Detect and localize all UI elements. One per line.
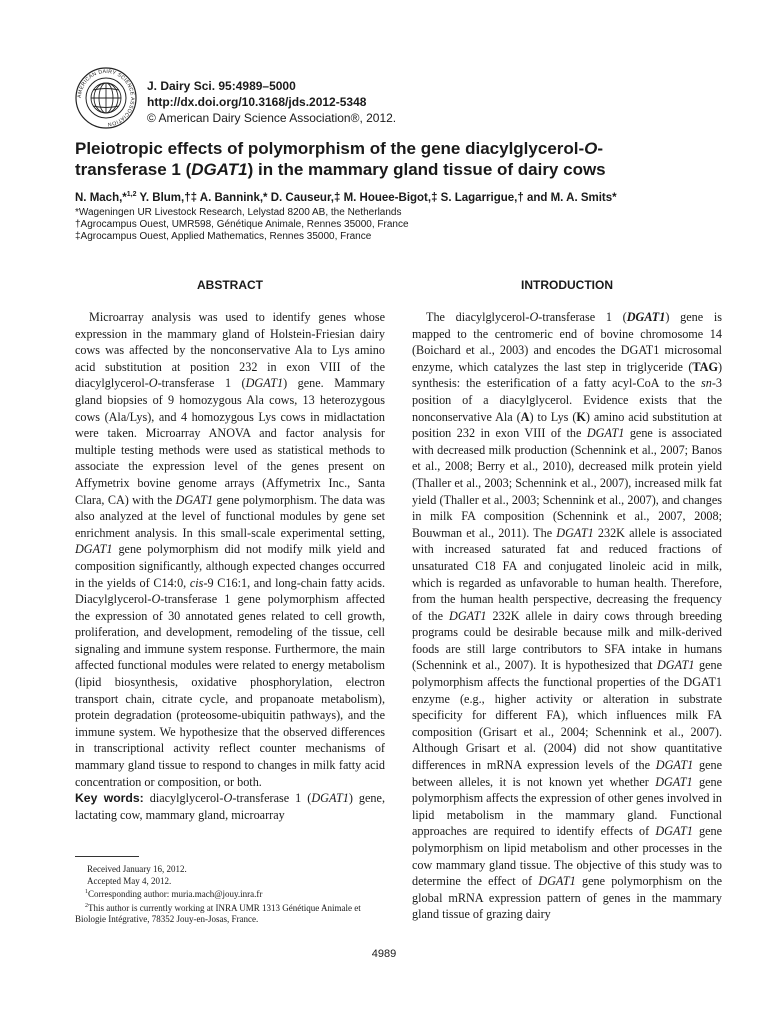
footnotes [75,864,385,926]
affiliation-1: *Wageningen UR Livestock Research, Lelystad 8200 AB, the Netherlands [75,207,402,218]
logo-ring-text: AMERICAN DAIRY SCIENCE ASSOCIATION [76,68,136,128]
affiliations [75,207,715,243]
article-title [75,138,715,180]
keywords: Key words: diacylglycerol-O-transferase 1 (DGAT1) gene, lactating cow, mammary gland, microarray [75,791,385,822]
introduction-heading: INTRODUCTION [521,278,613,292]
affiliation-2: †Agrocampus Ouest, UMR598, Génétique Animale, Rennes 35000, France [75,219,409,230]
page-number: 4989 [371,948,397,960]
abstract-text: Microarray analysis was used to identify genes whose expression in the mammary gland of Holstein-Friesian dairy cows was affected by the nonconservative Ala to Lys amino acid substitution at position 232 in exon VIII of the diacylglycerol-O-transferase 1 (DGAT1) gene. Mammary gland biopsies of 9 homozygous Ala cows, 13 heterozygous cows (Ala/Lys), and 4 homozygous Lys cows in midlactation were taken. Microarray ANOVA and factor analysis for multiple testing methods were used as statistical methods to associate the expression level of the genes present on Affymetrix bovine genome arrays (Affymetrix Inc., Santa Clara, CA) with the DGAT1 gene polymorphism. The data was also analyzed at the level of functional modules by gene set enrichment analysis. In this small-scale experimental setting, DGAT1 gene polymorphism did not modify milk yield and composition significantly, although expected changes occurred in the yields of C14:0, cis-9 C16:1, and long-chain fatty acids. Diacylglycerol-O-transferase 1 gene polymorphism affected the expression of 30 annotated genes related to cell growth, proliferation, and development, remodeling of the tissue, cell signaling and immune system response. Furthermore, the main affected functional modules were related to energy metabolism (lipid biosynthesis, oxidative phosphorylation, electron transport chain, citrate cycle, and propanoate metabolism), protein degradation (proteosome-ubiquitin pathways), and the immune system. We hypothesize that the observed differences in transcriptional activity reflect counter mechanisms of mammary gland tissue to respond to changes in milk fatty acid concentration or composition, or both. [75,310,385,789]
copyright: © American Dairy Science Association®, 2012. [147,111,397,125]
accepted-date: Accepted May 4, 2012. [87,875,172,886]
author-list: N. Mach,*$^{1,2}$ Y. Blum,†‡ A. Bannink,* D. Causeur,‡ M. Houee-Bigot,‡ S. Lagarrigue,† and M. A. Smits* [75,191,617,204]
right-column [412,278,722,923]
affiliation-3: ‡Agrocampus Ouest, Applied Mathematics, Rennes 35000, France [75,231,372,242]
footnote-rule [75,856,139,857]
title-line-1: Pleiotropic effects of polymorphism of the gene diacylglycerol-O- [75,139,604,158]
received-date: Received January 16, 2012. [87,864,187,874]
keywords-label: Key words: [75,791,144,806]
title-line-2: transferase 1 (DGAT1) in the mammary gland tissue of dairy cows [75,160,606,179]
journal-header [147,78,396,126]
left-column [75,278,385,823]
footnote-2: $^2$This author is currently working at INRA UMR 1313 Génétique Animale et Biologie Intégrative, 78352 Jouy-en-Josas, France. [75,902,361,924]
abstract-heading: ABSTRACT [197,278,263,292]
globe-seal-icon [91,83,121,113]
journal-logo-icon [74,66,138,130]
introduction-text: The diacylglycerol-O-transferase 1 (DGAT1) gene is mapped to the centromeric end of bovine chromosome 14 (Boichard et al., 2003) and encodes the DGAT1 microsomal enzyme, which catalyzes the last step in triglyceride (TAG) synthesis: the esterification of a fatty acyl-CoA to the sn-3 position of a diacylglycerol. Evidence exists that the nonconservative Ala (A) to Lys (K) amino acid substitution at position 232 in exon VIII of the DGAT1 gene is associated with decreased milk production (Schennink et al., 2007; Banos et al., 2008; Berry et al., 2010), decreased milk protein yield (Thaller et al., 2003; Schennink et al., 2007), increased milk fat yield (Thaller et al., 2003; Schennink et al., 2007), and changes in milk FA composition (Schennink et al., 2007, 2008; Bouwman et al., 2011). The DGAT1 232K allele is associated with increased saturated fat and reduced fractions of unsaturated C18 FA and conjugated linoleic acid in milk, which is regarded as unfavorable to human health. Therefore, from the human health perspective, decreasing the frequency of the DGAT1 232K allele in dairy cows through breeding programs could be desirable because milk and milk-derived foods are still large contributors to SFA intake in humans (Schennink et al., 2007). It is hypothesized that DGAT1 gene polymorphism affects the functional properties of the DGAT1 enzyme (e.g., higher activity or alteration in substrate specificity for different FA), which influences milk FA composition (Grisart et al., 2004; Schennink et al., 2007). Although Grisart et al. (2004) did not show quantitative differences in mRNA expression levels of the DGAT1 gene between alleles, it is not known yet whether DGAT1 gene polymorphism affects the expression of other genes involved in lipid metabolism in the mammary gland. Functional approaches are required to identify effects of DGAT1 gene polymorphism on lipid metabolism and other processes in the cow mammary gland tissue. The objective of this study was to determine the effect of DGAT1 gene polymorphism on the global mRNA expression pattern of genes in the mammary gland tissue of grazing dairy [412,310,723,922]
doi-link[interactable]: http://dx.doi.org/10.3168/jds.2012-5348 [147,95,367,109]
footnote-1: $^1$Corresponding author: muria.mach@jouy.inra.fr [85,889,263,899]
journal-citation: J. Dairy Sci. 95:4989–5000 [147,79,296,93]
